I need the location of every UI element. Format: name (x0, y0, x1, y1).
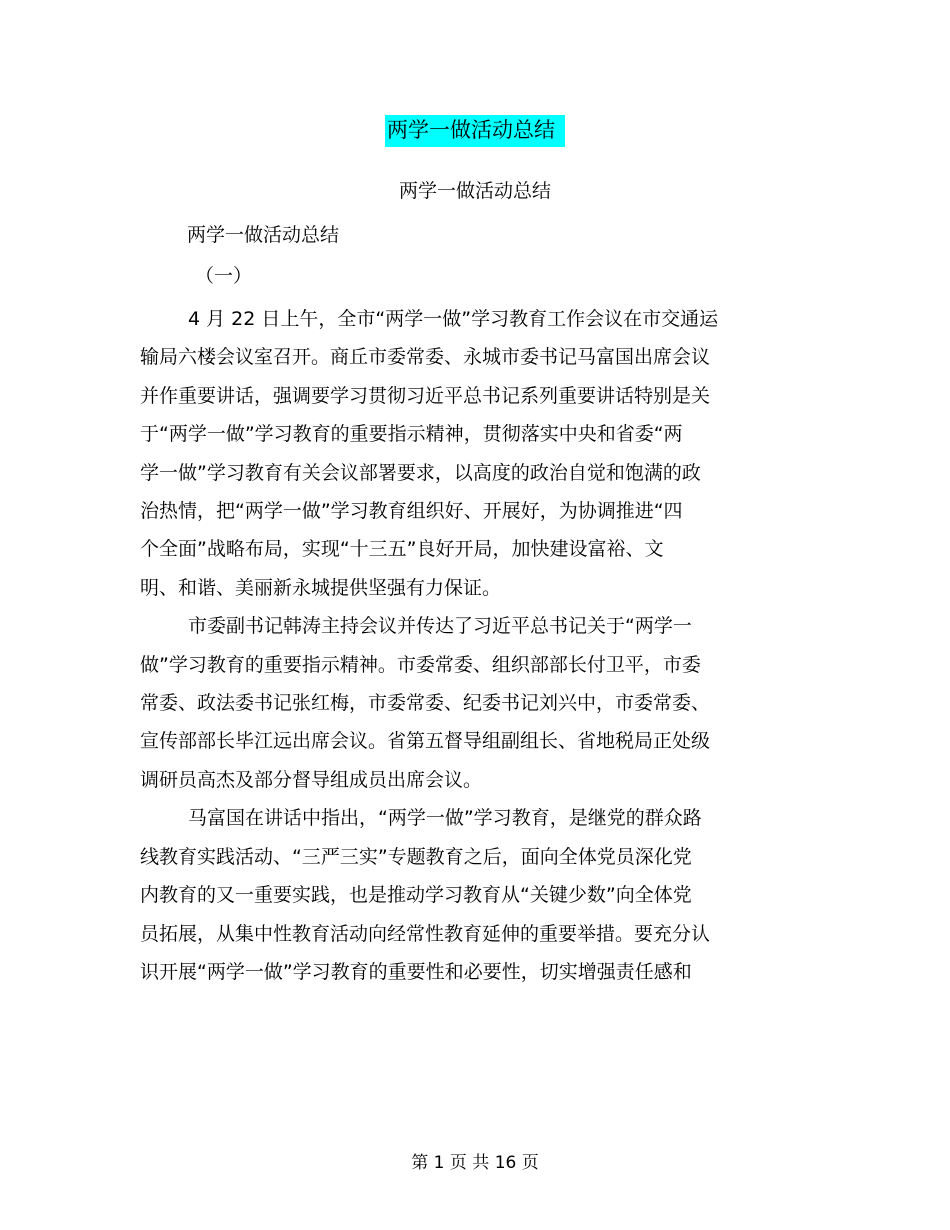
document-body (140, 300, 780, 991)
paragraph-line: 内教育的又一重要实践，也是推动学习教育从“关键少数”向全体党 (140, 884, 692, 907)
paragraph-line: 个全面”战略布局，实现“十三五”良好开局，加快建设富裕、文 (140, 538, 664, 561)
paragraph-line: 学一做”学习教育有关会议部署要求，以高度的政治自觉和饱满的政 (140, 461, 701, 484)
paragraph (140, 799, 780, 991)
section-number: （一） (195, 265, 253, 287)
paragraph-line: 马富国在讲话中指出，“两学一做”学习教育，是继党的群众路 (188, 807, 702, 830)
paragraph-line: 常委、政法委书记张红梅，市委常委、纪委书记刘兴中，市委常委、 (140, 692, 711, 715)
paragraph-line: 市委副书记韩涛主持会议并传达了习近平总书记关于“两学一 (188, 615, 692, 638)
paragraph-line: 输局六楼会议室召开。商丘市委常委、永城市委书记马富国出席会议 (140, 346, 711, 369)
paragraph-line: 线教育实践活动、“三严三实”专题教育之后，面向全体党员深化党 (140, 845, 692, 868)
paragraph-line: 并作重要讲话，强调要学习贯彻习近平总书记系列重要讲话特别是关 (140, 384, 711, 407)
paragraph-line: 做”学习教育的重要指示精神。市委常委、组织部部长付卫平，市委 (140, 653, 701, 676)
paragraph (140, 607, 780, 799)
paragraph-line: 识开展“两学一做”学习教育的重要性和必要性，切实增强责任感和 (140, 960, 692, 983)
paragraph (140, 300, 780, 607)
paragraph-line: 明、和谐、美丽新永城提供坚强有力保证。 (140, 576, 502, 599)
page-footer: 第 1 页 共 16 页 (411, 1153, 539, 1173)
paragraph-line: 员拓展，从集中性教育活动向经常性教育延伸的重要举措。要充分认 (140, 922, 711, 945)
section-heading: 两学一做活动总结 (187, 224, 340, 246)
paragraph-line: 4 月 22 日上午，全市“两学一做”学习教育工作会议在市交通运 (188, 308, 719, 330)
document-subtitle: 两学一做活动总结 (398, 180, 551, 202)
document-title-text: 两学一做活动总结 (385, 115, 565, 147)
document-title (0, 115, 950, 147)
paragraph-line: 调研员高杰及部分督导组成员出席会议。 (140, 768, 483, 791)
paragraph-line: 宣传部部长毕江远出席会议。省第五督导组副组长、省地税局正处级 (140, 730, 711, 753)
paragraph-line: 于“两学一做”学习教育的重要指示精神，贯彻落实中央和省委“两 (140, 423, 683, 446)
paragraph-line: 治热情，把“两学一做”学习教育组织好、开展好，为协调推进“四 (140, 500, 683, 523)
